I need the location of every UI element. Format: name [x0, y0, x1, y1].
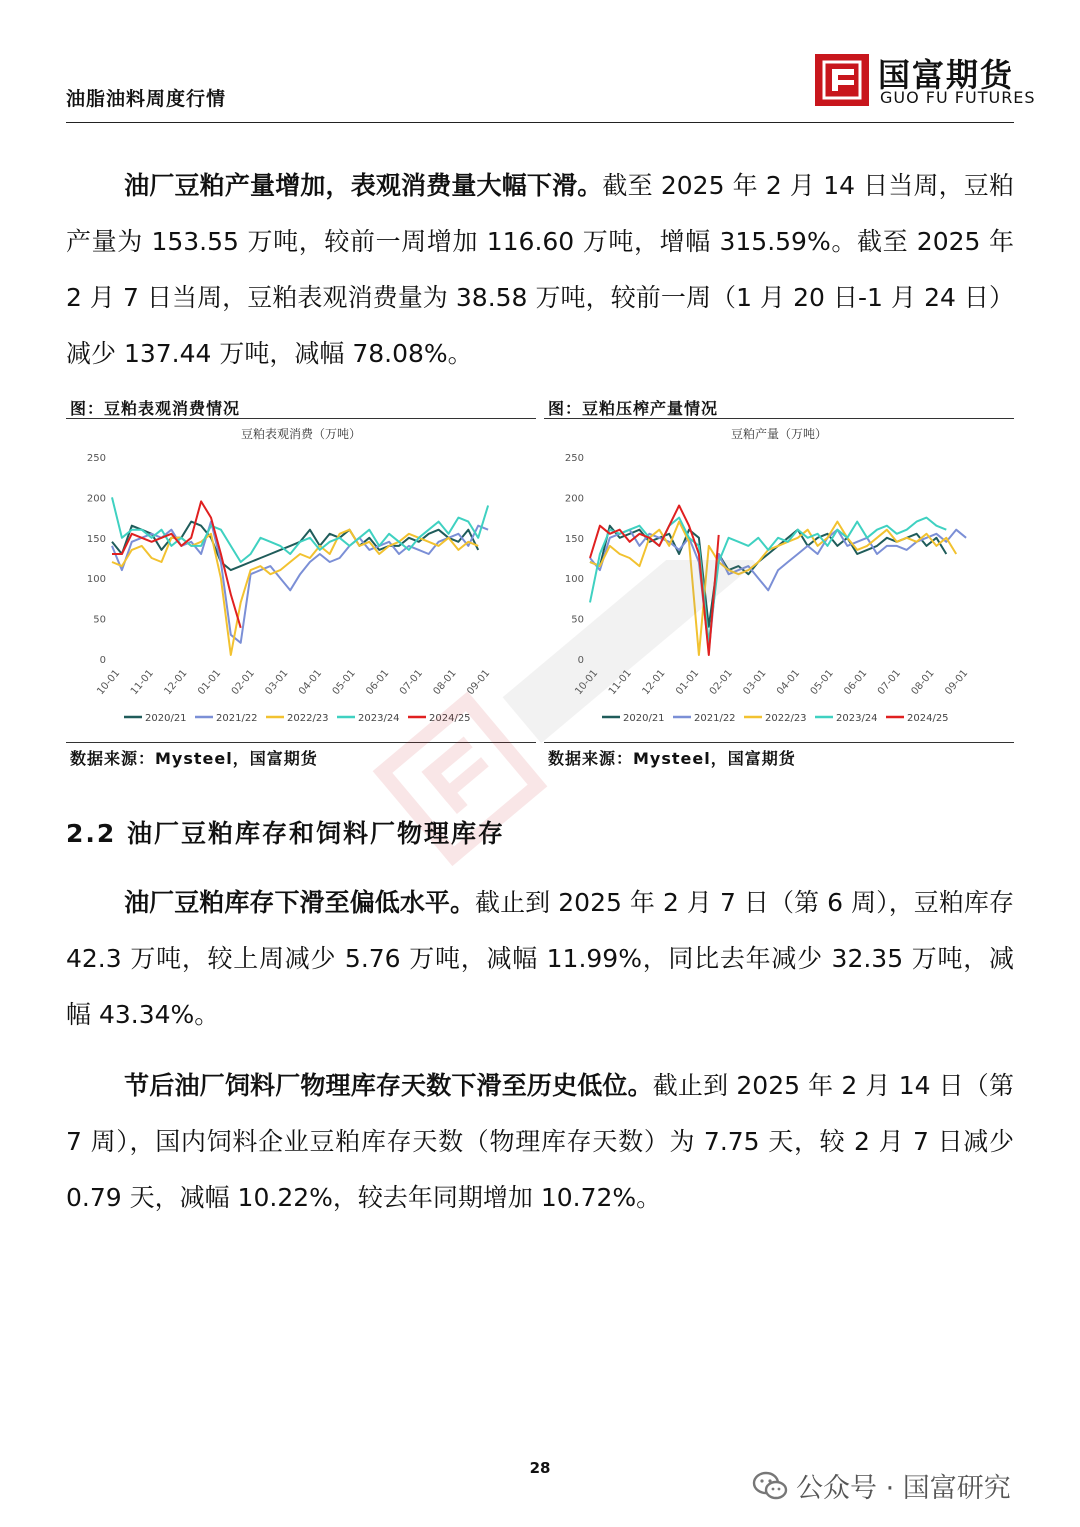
series-line-2020-21 [112, 522, 478, 571]
figure-bottom-rule [544, 742, 1014, 743]
x-tick-label: 01-01 [196, 667, 224, 698]
wechat-watermark [752, 1466, 1011, 1505]
y-tick-label: 200 [564, 493, 584, 505]
legend-label: 2023/24 [836, 713, 878, 724]
x-tick-label: 11-01 [606, 667, 634, 698]
paragraph-body: 截至 2025 年 2 月 14 日当周，豆粕产量为 153.55 万吨，较前一周增加 116.60 万吨，增幅 315.59%。截至 2025 年 2 月 7 日当周，豆粕表观消费量为 38.58 万吨，较前一周（1 月 20 日-1 月 24 日）减少 137.44 万吨，减幅 78.08%。 [66, 171, 1014, 368]
paragraph-lead: 节后油厂饲料厂物理库存天数下滑至历史低位。 [124, 1071, 653, 1100]
paragraph-lead: 油厂豆粕产量增加，表观消费量大幅下滑。 [124, 171, 603, 200]
x-tick-label: 02-01 [229, 667, 257, 698]
x-tick-label: 03-01 [741, 667, 769, 698]
legend-label: 2022/23 [765, 713, 807, 724]
page-number: 28 [529, 1459, 551, 1477]
chart-title: 豆粕表观消费（万吨） [240, 427, 362, 441]
series-line-2023-24 [112, 497, 488, 562]
series-line-2022-23 [590, 522, 956, 655]
x-tick-label: 06-01 [364, 667, 392, 698]
x-tick-label: 04-01 [775, 667, 803, 698]
x-tick-label: 07-01 [875, 667, 904, 698]
header-title: 油脂油料周度行情 [66, 88, 227, 110]
x-tick-label: 07-01 [397, 667, 426, 698]
y-tick-label: 0 [99, 655, 106, 666]
y-tick-label: 50 [93, 614, 106, 626]
chart-consumption [66, 421, 536, 739]
x-tick-label: 08-01 [909, 667, 937, 698]
section-title: 2.2 油厂豆粕库存和饲料厂物理库存 [66, 819, 505, 848]
logo-english-name: GUO FU FUTURES [880, 88, 1036, 107]
y-tick-label: 150 [86, 533, 106, 545]
x-tick-label: 08-01 [431, 667, 459, 698]
paragraph-body: 截止到 2025 年 2 月 7 日（第 6 周），豆粕库存 42.3 万吨，较上周减少 5.76 万吨，减幅 11.99%，同比去年减少 32.35 万吨，减幅 43.34%。 [66, 888, 1014, 1029]
y-tick-label: 0 [577, 655, 584, 666]
x-tick-label: 05-01 [808, 667, 836, 698]
y-tick-label: 100 [86, 574, 106, 586]
legend-label: 2024/25 [907, 713, 949, 724]
x-tick-label: 10-01 [573, 667, 601, 698]
figure-caption-production: 图：豆粕压榨产量情况 [548, 399, 719, 418]
x-tick-label: 12-01 [162, 667, 190, 698]
legend-label: 2024/25 [429, 713, 471, 724]
figure-top-rule [544, 418, 1014, 419]
logo-chinese-name: 国富期货 [878, 56, 1015, 94]
y-tick-label: 200 [86, 493, 106, 505]
paragraph-feed-inventory [66, 1058, 1014, 1226]
figure-top-rule [66, 418, 536, 419]
wechat-icon [752, 1471, 788, 1501]
y-tick-label: 250 [86, 453, 106, 464]
x-tick-label: 09-01 [943, 667, 971, 698]
wechat-account-label: 公众号 · 国富研究 [796, 1473, 1011, 1504]
figure-source-left: 数据来源：Mysteel，国富期货 [70, 749, 318, 768]
x-tick-label: 09-01 [465, 667, 493, 698]
paragraph-lead: 油厂豆粕库存下滑至偏低水平。 [124, 888, 476, 917]
paragraph-soymeal-output [66, 158, 1014, 382]
brand-logo-icon [815, 54, 869, 106]
paragraph-soymeal-inventory [66, 875, 1014, 1043]
legend-label: 2023/24 [358, 713, 400, 724]
x-tick-label: 02-01 [707, 667, 735, 698]
y-tick-label: 150 [564, 533, 584, 545]
header-divider [66, 122, 1014, 123]
legend-label: 2022/23 [287, 713, 329, 724]
x-tick-label: 04-01 [297, 667, 325, 698]
chart-production [544, 421, 1014, 739]
legend-label: 2021/22 [694, 713, 736, 724]
x-tick-label: 06-01 [842, 667, 870, 698]
y-tick-label: 100 [564, 574, 584, 586]
figure-source-right: 数据来源：Mysteel，国富期货 [548, 749, 796, 768]
x-tick-label: 12-01 [640, 667, 668, 698]
x-tick-label: 03-01 [263, 667, 291, 698]
y-tick-label: 250 [564, 453, 584, 464]
legend-label: 2021/22 [216, 713, 258, 724]
x-tick-label: 01-01 [674, 667, 702, 698]
x-tick-label: 10-01 [95, 667, 123, 698]
x-tick-label: 11-01 [128, 667, 156, 698]
figure-caption-consumption: 图：豆粕表观消费情况 [70, 399, 241, 418]
legend-label: 2020/21 [623, 713, 665, 724]
chart-title: 豆粕产量（万吨） [730, 427, 828, 441]
x-tick-label: 05-01 [330, 667, 358, 698]
y-tick-label: 50 [571, 614, 584, 626]
paragraph-body: 截止到 2025 年 2 月 14 日（第 7 周），国内饲料企业豆粕库存天数（物理库存天数）为 7.75 天，较 2 月 7 日减少 0.79 天，减幅 10.22%，较去年同期增加 10.72%。 [66, 1071, 1014, 1212]
figure-bottom-rule [66, 742, 536, 743]
legend-label: 2020/21 [145, 713, 187, 724]
